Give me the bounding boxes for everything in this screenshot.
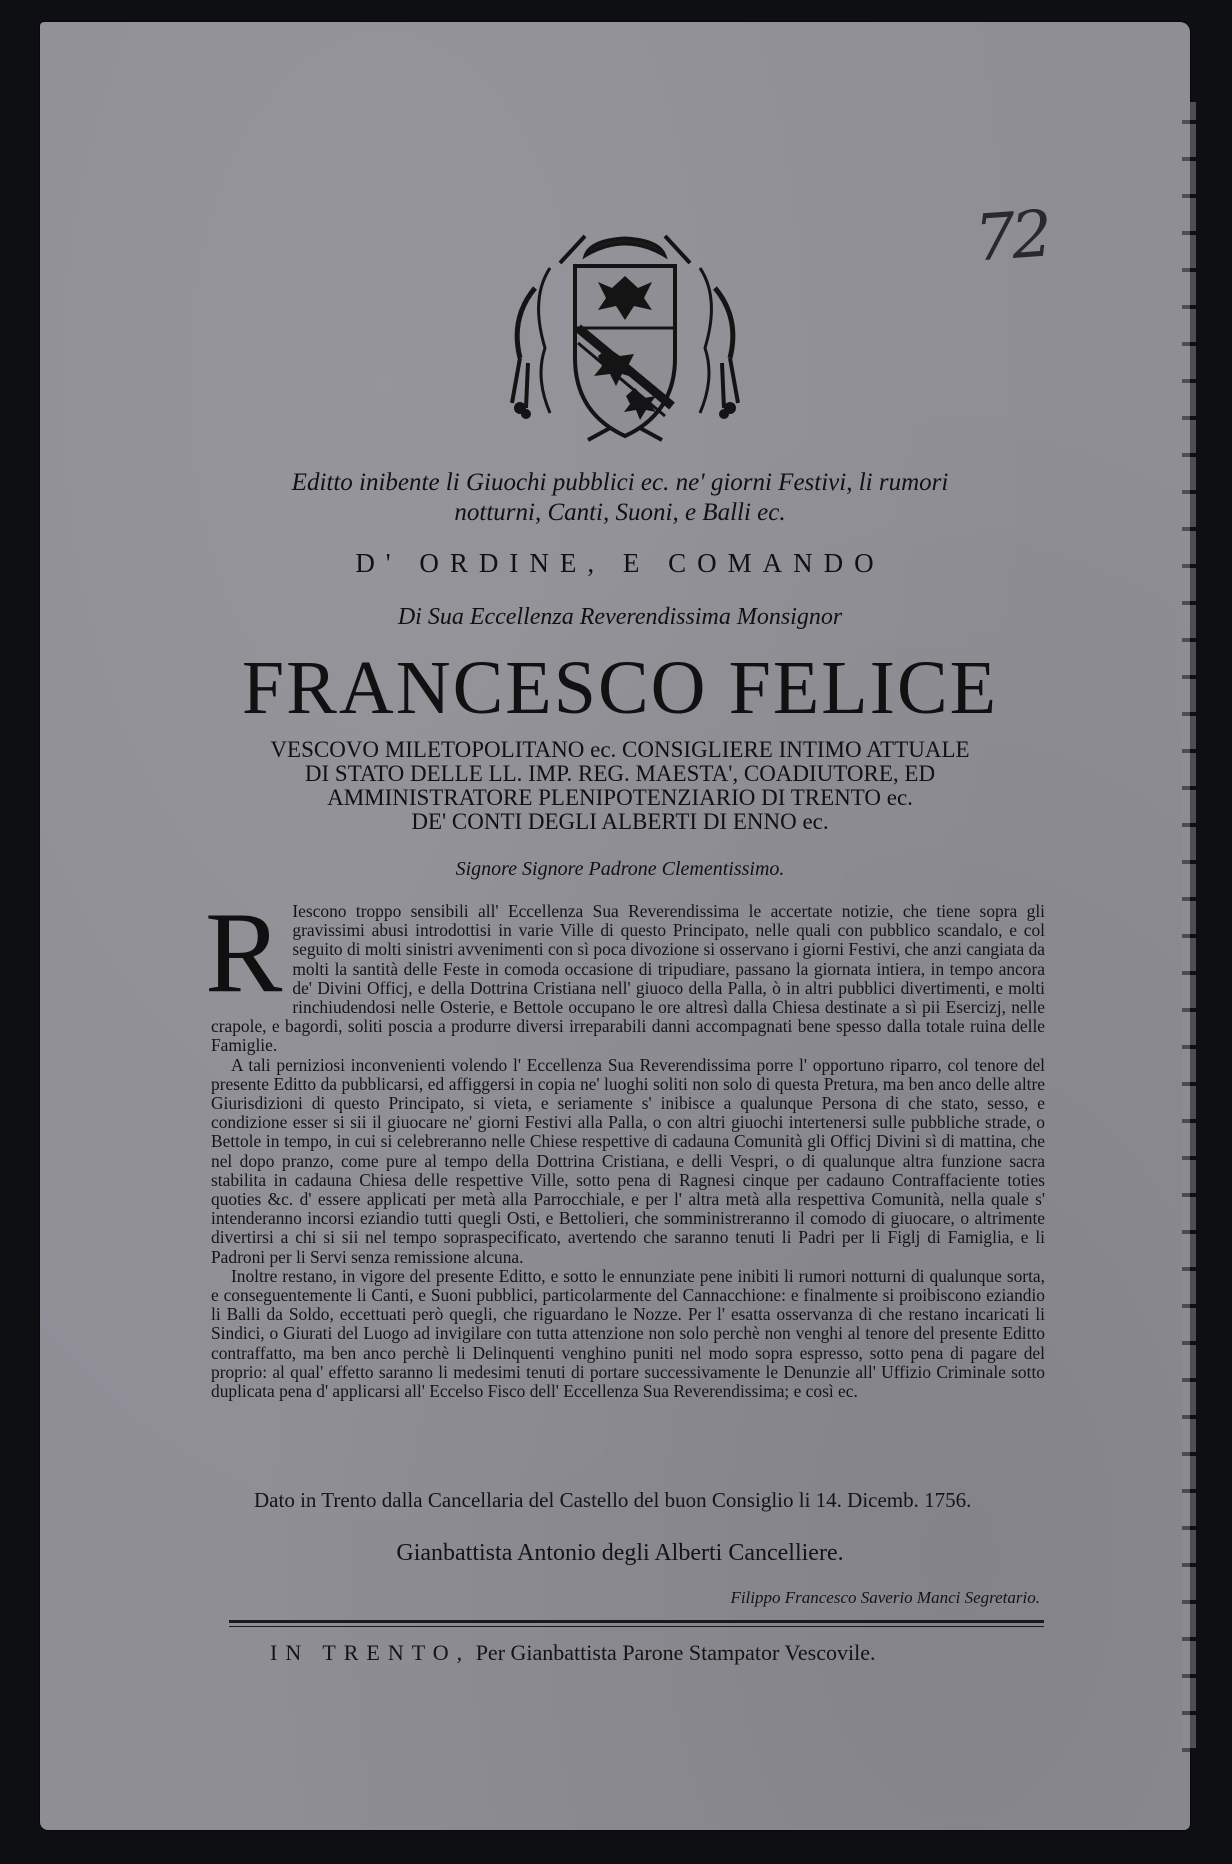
- coat-of-arms-emblem: [490, 228, 760, 444]
- divider-thin: [229, 1626, 1044, 1627]
- chancellor-signature: Gianbattista Antonio degli Alberti Cancelliere.: [396, 1540, 844, 1566]
- title-line: AMMINISTRATORE PLENIPOTENZIARIO DI TRENTO ec.: [327, 785, 913, 810]
- paragraph-1: [205, 889, 1045, 1056]
- printer-imprint: [270, 1640, 1030, 1666]
- order-heading: D' ORDINE, E COMANDO: [355, 548, 885, 578]
- edict-title: [180, 468, 1060, 528]
- title-line: DE' CONTI DEGLI ALBERTI DI ENNO ec.: [411, 809, 829, 834]
- edict-title-line-1: Editto inibente li Giuochi pubblici ec. ne' giorni Festivi, li rumori: [291, 469, 949, 496]
- printer-lead: IN TRENTO,: [270, 1640, 471, 1665]
- paragraph-1-text: Iescono troppo sensibili all' Eccellenza Sua Reverendissima le accertate notizie, che tiene sopra gli gravissimi abusi introdottisi in varie Ville di questo Principato, nelle quali con pubblico scandalo, e col seguito di molti sinistri avvenimenti con sì poca divozione si osservano i giorni Festivi, che anzi cangiata da molti la santità delle Feste in comoda occasione di tripudiare, passano la giornata intiera, in tempo ancora de' Divini Officj, e della Dottrina Cristiana nell' giuoco della Palla, ò in altri pubblici divertimenti, e molti rinchiudendosi nelle Osterie, e Bettole occupano le ore altresì dalla Chiesa destinate a sì pii Esercizj, nelle crapole, e bagordi, soliti poscia a produrre diversi irreparabili danni accompagnati bene spesso dalla totale ruina delle Famiglie.: [211, 901, 1045, 1056]
- paragraph-3: Inoltre restano, in vigore del presente Editto, e sotto le ennunziate pene inibiti li rumori notturni di qualunque sorta, e conseguentemente li Canti, e Suoni pubblici, particolarmente del Cannacchione: e finalmente si proibiscono eziandio li Balli da Soldo, eccettuati però quegli, che riguardano le Nozze. Per l' esatta osservanza di che restano incaricati li Sindici, o Giurati del Luogo ad invigilare con tutta attenzione non solo perchè non venghi al tenore del presente Editto contraffatto, ma ben anco perchè li Delinquenti venghino puniti nel modo sopra espresso, sotto pena di pagare del proprio: al qual' effetto saranno li medesimi tenuti di portare successivamente le Denunzie all' Uffizio Criminale sotto duplicata pena d' applicarsi all' Eccelso Fisco dell' Eccellenza Sua Reverendissima; e così ec.: [211, 1265, 1045, 1402]
- printer-name: Per Gianbattista Parone Stampator Vescovile.: [470, 1640, 876, 1665]
- date-line: Dato in Trento dalla Cancellaria del Castello del buon Consiglio li 14. Dicemb. 1756.: [254, 1488, 972, 1512]
- title-line: DI STATO DELLE LL. IMP. REG. MAESTA', COADIUTORE, ED: [304, 761, 936, 786]
- edict-title-line-2: notturni, Canti, Suoni, e Balli ec.: [454, 499, 786, 526]
- secretary-signature: Filippo Francesco Saverio Manci Segretario.: [730, 1588, 1040, 1607]
- paragraph-2: A tali perniziosi inconvenienti volendo l' Eccellenza Sua Reverendissima porre l' opportuno riparro, col tenore del presente Editto da pubblicarsi, ed affiggersi in copia ne' luoghi soliti non solo di questa Pretura, ma ben anco delle altre Giurisdizioni di questo Principato, si vieta, e seriamente s' inibisce a qualunque Persona di che stato, sesso, e condizione esser si sii il giuocare ne' giorni Festivi alla Palla, o con altri giuochi intertenersi sulle pubbliche strade, o Bettole in tempo, in cui si celebreranno nelle Chiese respettive di cadauna Comunità gli Officj Divini sì di mattina, che nel dopo pranzo, come pure al tempo della Dottrina Cristiana, e delli Vespri, o di qualunque altra funzione sacra stabilita in cadauna Chiesa delle respettive Ville, sotto pena di Ragnesi cinque per cadauno Contraffaciente toties quoties &c. d' essere applicati per metà alla Parrocchiale, e per l' altra metà alla respettiva Comunità, nella quale s' intenderanno incorsi eziandio tutti quegli Osti, e Bettolieri, che somministreranno il comodo di giuocare, o altrimente divertirsi a chi si sii nel tempo sopraspecificato, avertendo che saranno tenuti li Padri per li Figlj di Famiglia, e li Padroni per li Servi senza remissione alcuna.: [211, 1054, 1045, 1267]
- divider-thick: [229, 1620, 1044, 1623]
- handwritten-folio-number: 72: [972, 197, 1051, 277]
- drop-cap: R: [205, 889, 283, 1017]
- edict-body: [205, 889, 1045, 1402]
- title-line: VESCOVO MILETOPOLITANO ec. CONSIGLIERE INTIMO ATTUALE: [270, 737, 970, 762]
- bishop-titles: [180, 738, 1060, 834]
- excellency-line: Di Sua Eccellenza Reverendissima Monsignor: [397, 604, 843, 630]
- salutation: Signore Signore Padrone Clementissimo.: [455, 858, 785, 880]
- bishop-name: FRANCESCO FELICE: [241, 646, 999, 730]
